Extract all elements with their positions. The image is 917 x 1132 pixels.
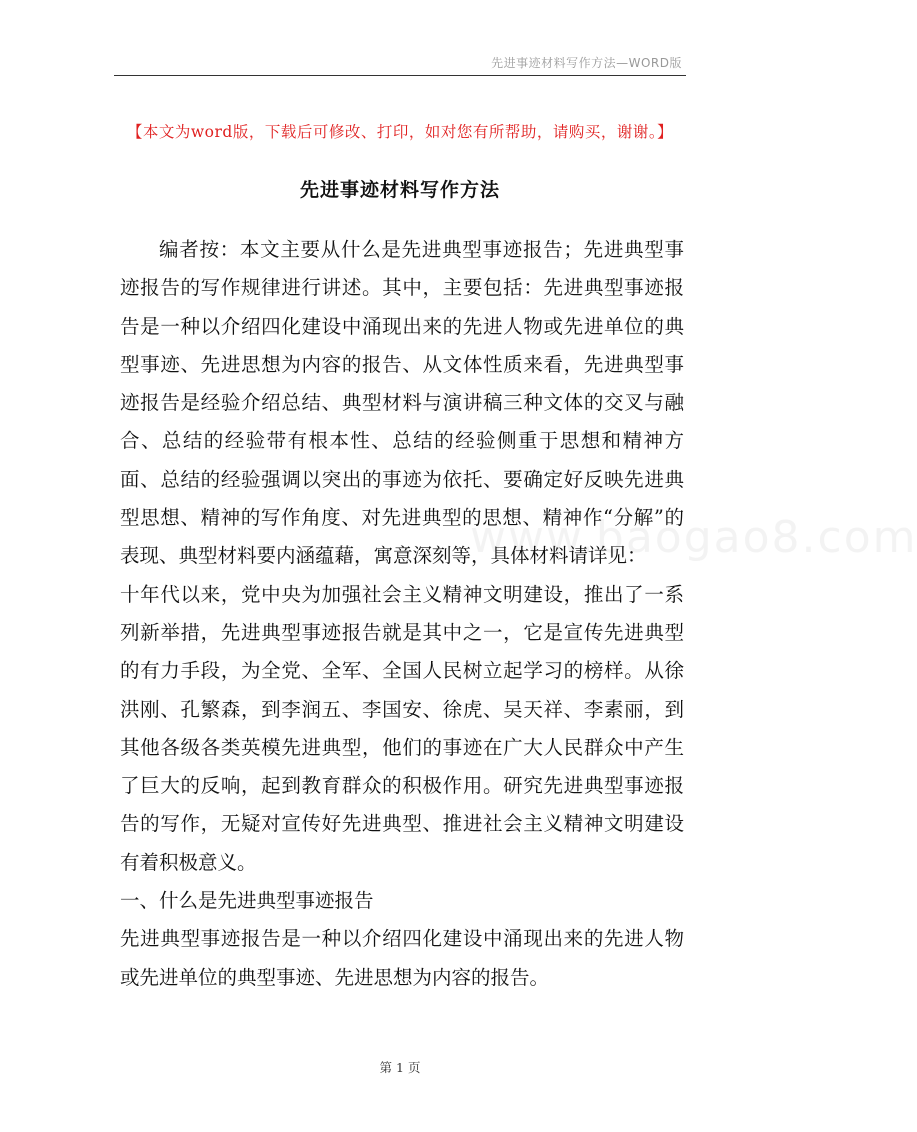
running-header: 先进事迹材料写作方法—WORD版 — [491, 56, 682, 70]
document-title: 先进事迹材料写作方法 — [299, 179, 500, 201]
page-number: 第 1 页 — [379, 1060, 421, 1075]
download-notice: 【本文为word版，下载后可修改、打印，如对您有所帮助，请购买，谢谢。】 — [126, 123, 674, 141]
editor-note-paragraph: 编者按：本文主要从什么是先进典型事迹报告；先进典型事迹报告的写作规律进行讲述。其中，主要包括：先进典型事迹报告是一种以介绍四化建设中涌现出来的先进人物或先进单位的典型事迹、先进思想为内容的报告、从文体性质来看，先进典型事迹报告是经验介绍总结、典型材料与演讲稿三种文体的交叉与融合、总结的经验带有根本性、总结的经验侧重于思想和精神方面、总结的经验强调以突出的事迹为依托、要确定好反映先进典型思想、精神的写作角度、对先进典型的思想、精神作“分解”的表现、典型材料要内涵蕴藉，寓意深刻等，具体材料请详见： — [120, 238, 684, 568]
document-body — [120, 231, 684, 997]
intro-paragraph: 十年代以来，党中央为加强社会主义精神文明建设，推出了一系列新举措，先进典型事迹报告就是其中之一，它是宣传先进典型的有力手段，为全党、全军、全国人民树立起学习的榜样。从徐洪刚、孔繁森，到李润五、李国安、徐虎、吴天祥、李素丽，到其他各级各类英模先进典型，他们的事迹在广大人民群众中产生了巨大的反响，起到教育群众的积极作用。研究先进典型事迹报告的写作，无疑对宣传好先进典型、推进社会主义精神文明建设有着积极意义。 — [120, 582, 684, 874]
header-divider — [114, 75, 686, 76]
definition-paragraph: 先进典型事迹报告是一种以介绍四化建设中涌现出来的先进人物或先进单位的典型事迹、先进思想为内容的报告。 — [120, 927, 684, 989]
site-watermark: www.baogao8.com — [470, 512, 917, 563]
section-heading: 一、什么是先进典型事迹报告 — [120, 889, 374, 913]
